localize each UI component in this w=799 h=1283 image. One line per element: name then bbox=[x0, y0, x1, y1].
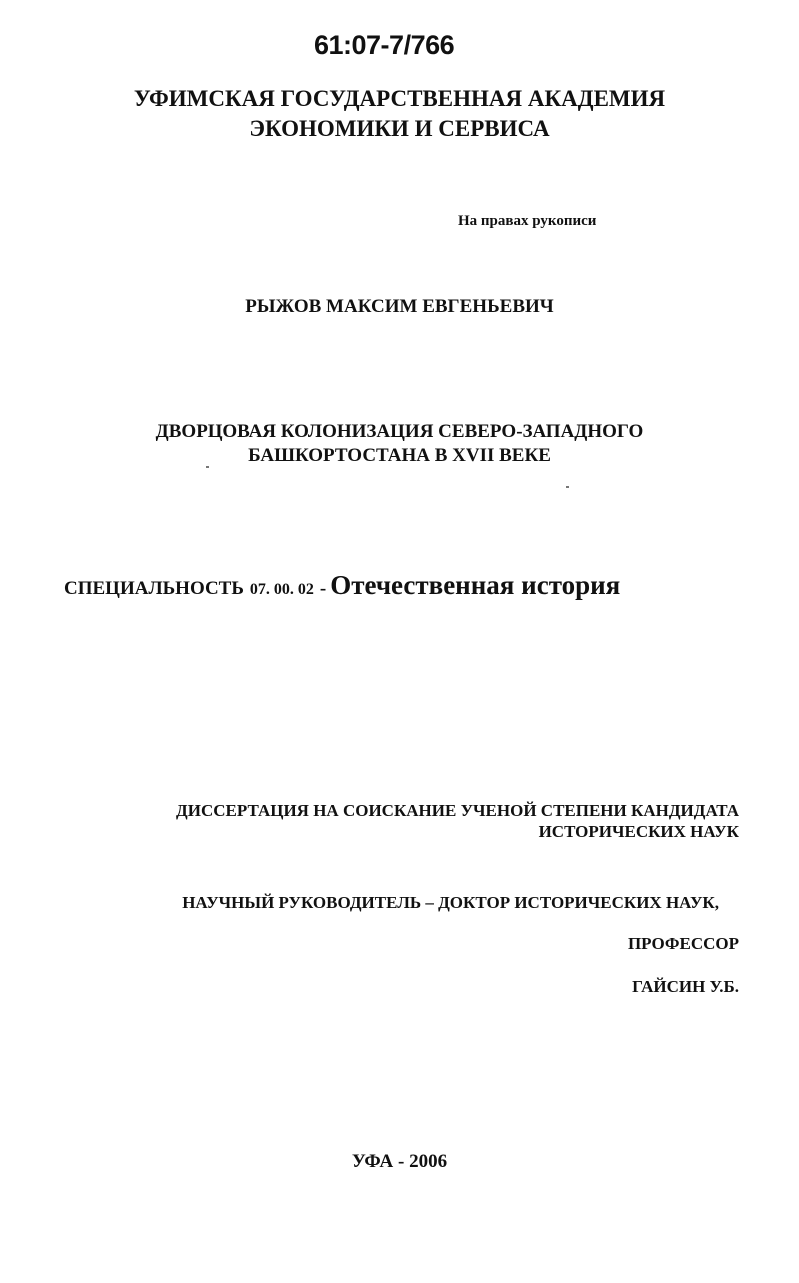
dissertation-degree-line-1: ДИССЕРТАЦИЯ НА СОИСКАНИЕ УЧЕНОЙ СТЕПЕНИ КАНДИДАТА bbox=[176, 801, 739, 820]
institution-line-1: УФИМСКАЯ ГОСУДАРСТВЕННАЯ АКАДЕМИЯ bbox=[133, 86, 666, 111]
author-name: РЫЖОВ МАКСИМ ЕВГЕНЬЕВИЧ bbox=[245, 296, 554, 317]
city-year: УФА - 2006 bbox=[351, 1151, 448, 1172]
rights-note: На правах рукописи bbox=[458, 213, 597, 229]
specialty-separator: - bbox=[319, 578, 327, 599]
catalog-number: 61:07-7/766 bbox=[314, 30, 455, 60]
supervisor-name: ГАЙСИН У.Б. bbox=[632, 977, 739, 996]
supervisor-rank: ПРОФЕССОР bbox=[627, 934, 739, 953]
specialty-line bbox=[64, 570, 620, 601]
dissertation-title-line-1: ДВОРЦОВАЯ КОЛОНИЗАЦИЯ СЕВЕРО-ЗАПАДНОГО bbox=[155, 421, 644, 442]
specialty-field: Отечественная история bbox=[330, 570, 621, 600]
scan-speck bbox=[566, 486, 569, 488]
supervisor-line: НАУЧНЫЙ РУКОВОДИТЕЛЬ – ДОКТОР ИСТОРИЧЕСКИХ НАУК, bbox=[182, 893, 719, 912]
dissertation-degree-line-2: ИСТОРИЧЕСКИХ НАУК bbox=[538, 822, 739, 841]
scan-speck bbox=[206, 466, 209, 468]
specialty-label: СПЕЦИАЛЬНОСТЬ bbox=[64, 578, 244, 599]
institution-line-2: ЭКОНОМИКИ И СЕРВИСА bbox=[249, 116, 550, 141]
specialty-code: 07. 00. 02 bbox=[249, 581, 314, 598]
dissertation-title-line-2: БАШКОРТОСТАНА В XVII ВЕКЕ bbox=[248, 445, 551, 466]
